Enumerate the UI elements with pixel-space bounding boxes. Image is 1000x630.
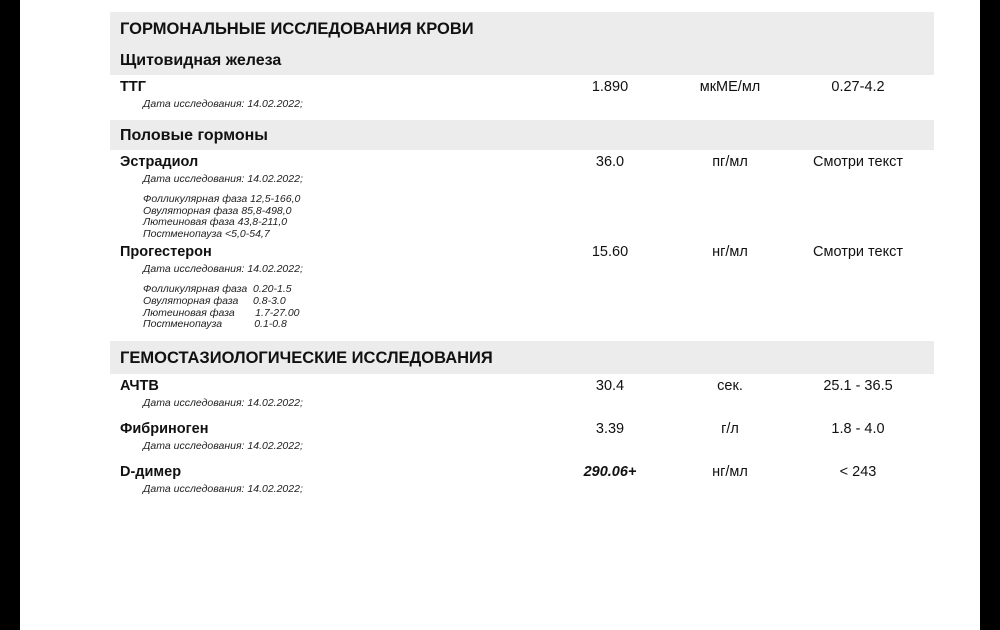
test-range: < 243	[839, 463, 877, 480]
test-name: Прогестерон	[120, 244, 212, 261]
test-value: 3.39	[595, 420, 625, 437]
reference-line: Фолликулярная фаза 0.20-1.5	[143, 283, 292, 296]
section-title-hemostasis: ГЕМОСТАЗИОЛОГИЧЕСКИЕ ИССЛЕДОВАНИЯ	[110, 341, 934, 374]
test-range: 1.8 - 4.0	[831, 420, 885, 437]
test-date: Дата исследования: 14.02.2022;	[143, 98, 303, 110]
reference-line: Овуляторная фаза 85,8-498,0	[143, 204, 292, 217]
test-name: Фибриноген	[120, 420, 209, 437]
reference-line: Фолликулярная фаза 12,5-166,0	[143, 193, 301, 205]
test-range: Смотри текст	[813, 244, 903, 261]
test-value-flagged: 290.06+	[583, 463, 637, 480]
result-row-estradiol	[110, 150, 934, 171]
section-title-hormonal: ГОРМОНАЛЬНЫЕ ИССЛЕДОВАНИЯ КРОВИ	[110, 12, 934, 45]
test-value: 15.60	[591, 244, 629, 261]
test-name: Эстрадиол	[120, 154, 199, 170]
test-range: 0.27-4.2	[831, 79, 885, 95]
test-date: Дата исследования: 14.02.2022;	[143, 439, 303, 452]
test-unit: нг/мл	[712, 463, 748, 480]
reference-line: Постменопауза 0.1-0.8	[143, 318, 287, 331]
reference-line: Лютеиновая фаза 1.7-27.00	[143, 306, 300, 319]
result-row-progesterone	[110, 240, 934, 261]
test-date: Дата исследования: 14.02.2022;	[143, 396, 303, 409]
test-value: 1.890	[591, 79, 629, 95]
test-unit: нг/мл	[712, 244, 748, 261]
test-name: ТТГ	[120, 79, 146, 95]
reference-line: Овуляторная фаза 0.8-3.0	[143, 294, 286, 307]
result-row-fibrinogen	[110, 417, 934, 438]
test-unit: мкМЕ/мл	[699, 79, 761, 95]
test-range: Смотри текст	[813, 154, 903, 170]
result-row-d-dimer	[110, 460, 934, 481]
report-page	[20, 0, 980, 630]
test-unit: пг/мл	[712, 154, 748, 170]
test-value: 30.4	[595, 377, 625, 394]
test-unit: г/л	[721, 420, 739, 437]
reference-notes-progesterone	[110, 284, 934, 330]
test-date: Дата исследования: 14.02.2022;	[143, 482, 303, 495]
report-content	[110, 12, 934, 497]
test-range: 25.1 - 36.5	[823, 377, 893, 394]
test-name: D-димер	[120, 463, 182, 480]
subsection-title-thyroid: Щитовидная железа	[110, 45, 934, 75]
test-date: Дата исследования: 14.02.2022;	[143, 173, 303, 185]
subsection-title-sex-hormones: Половые гормоны	[110, 120, 934, 150]
reference-notes-estradiol	[110, 194, 934, 240]
reference-line: Лютеиновая фаза 43,8-211,0	[143, 216, 288, 229]
reference-line: Постменопауза <5,0-54,7	[143, 227, 270, 240]
result-row-aptt	[110, 374, 934, 395]
test-unit: сек.	[717, 377, 743, 394]
test-date: Дата исследования: 14.02.2022;	[143, 263, 303, 276]
result-row-tsh	[110, 75, 934, 96]
test-name: АЧТВ	[120, 377, 159, 394]
test-value: 36.0	[595, 154, 625, 170]
